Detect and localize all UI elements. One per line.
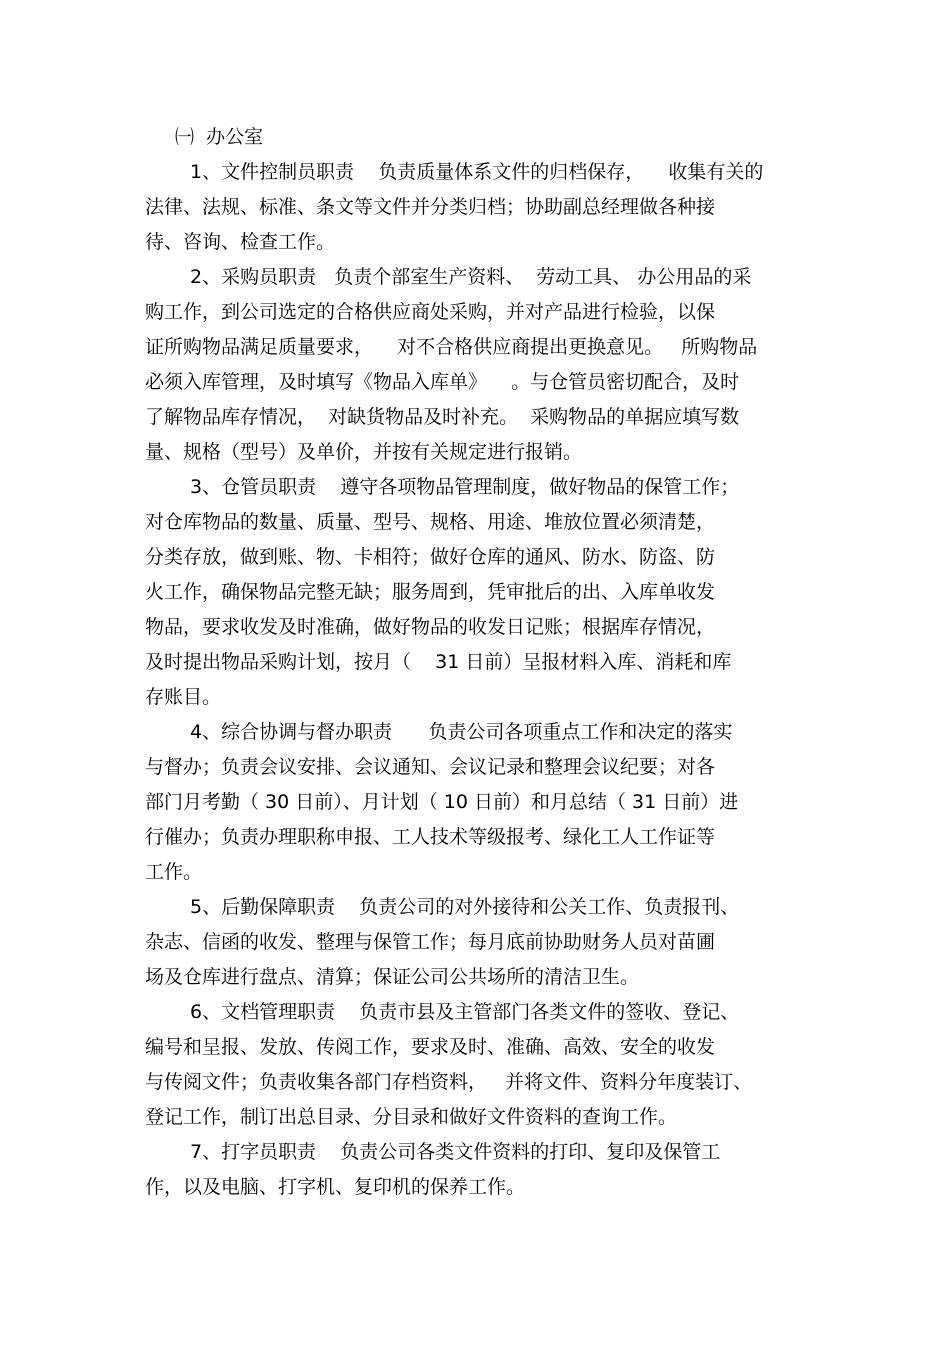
text-line: 及时提出物品采购计划，按月（ 31 日前）呈报材料入库、消耗和库 [145,651,732,673]
text-line: 购工作，到公司选定的合格供应商处采购，并对产品进行检验，以保 [145,301,716,323]
text-line: 登记工作，制订出总目录、分目录和做好文件资料的查询工作。 [145,1106,678,1128]
text-line: 编号和呈报、发放、传阅工作，要求及时、准确、高效、安全的收发 [145,1036,716,1058]
text-line: 必须入库管理，及时填写《物品入库单》 。与仓管员密切配合，及时 [145,371,740,393]
text-line: 杂志、信函的收发、整理与保管工作；每月底前协助财务人员对苗圃 [145,931,716,953]
text-line: 作，以及电脑、打字机、复印机的保养工作。 [145,1176,526,1198]
text-line: 与督办；负责会议安排、会议通知、会议记录和整理会议纪要；对各 [145,756,716,778]
text-line: 场及仓库进行盘点、清算；保证公司公共场所的清洁卫生。 [145,966,640,988]
text-line: 6、文档管理职责 负责市县及主管部门各类文件的签收、登记、 [190,1001,740,1023]
text-line: 3、仓管员职责 遵守各项物品管理制度，做好物品的保管工作； [190,476,740,498]
section-heading: ㈠ 办公室 [175,126,264,148]
text-line: 物品，要求收发及时准确，做好物品的收发日记账；根据库存情况， [145,616,716,638]
text-line: 7、打字员职责 负责公司各类文件资料的打印、复印及保管工 [190,1141,721,1163]
text-line: 5、后勤保障职责 负责公司的对外接待和公关工作、负责报刊、 [190,896,740,918]
text-line: 证所购物品满足质量要求， 对不合格供应商提出更换意见。 所购物品 [145,336,758,358]
text-line: 了解物品库存情况， 对缺货物品及时补充。 采购物品的单据应填写数 [145,406,740,428]
text-line: 存账目。 [145,686,222,708]
text-line: 行催办；负责办理职称申报、工人技术等级报考、绿化工人工作证等 [145,826,716,848]
text-line: 与传阅文件；负责收集各部门存档资料， 并将文件、资料分年度装订、 [145,1071,753,1093]
text-line: 法律、法规、标准、条文等文件并分类归档；协助副总经理做各种接 [145,196,716,218]
text-line: 工作。 [145,861,203,883]
text-line: 待、咨询、检查工作。 [145,231,336,253]
text-line: 火工作，确保物品完整无缺；服务周到，凭审批后的出、入库单收发 [145,581,716,603]
text-line: 分类存放，做到账、物、卡相符；做好仓库的通风、防水、防盗、防 [145,546,716,568]
text-line: 4、综合协调与督办职责 负责公司各项重点工作和决定的落实 [190,721,733,743]
text-line: 1、文件控制员职责 负责质量体系文件的归档保存， 收集有关的 [190,161,764,183]
text-line: 量、规格（型号）及单价，并按有关规定进行报销。 [145,441,583,463]
text-line: 2、采购员职责 负责个部室生产资料、 劳动工具、 办公用品的采 [190,266,752,288]
text-line: 对仓库物品的数量、质量、型号、规格、用途、堆放位置必须清楚， [145,511,716,533]
text-line: 部门月考勤（ 30 日前）、月计划（ 10 日前）和月总结（ 31 日前）进 [145,791,739,813]
